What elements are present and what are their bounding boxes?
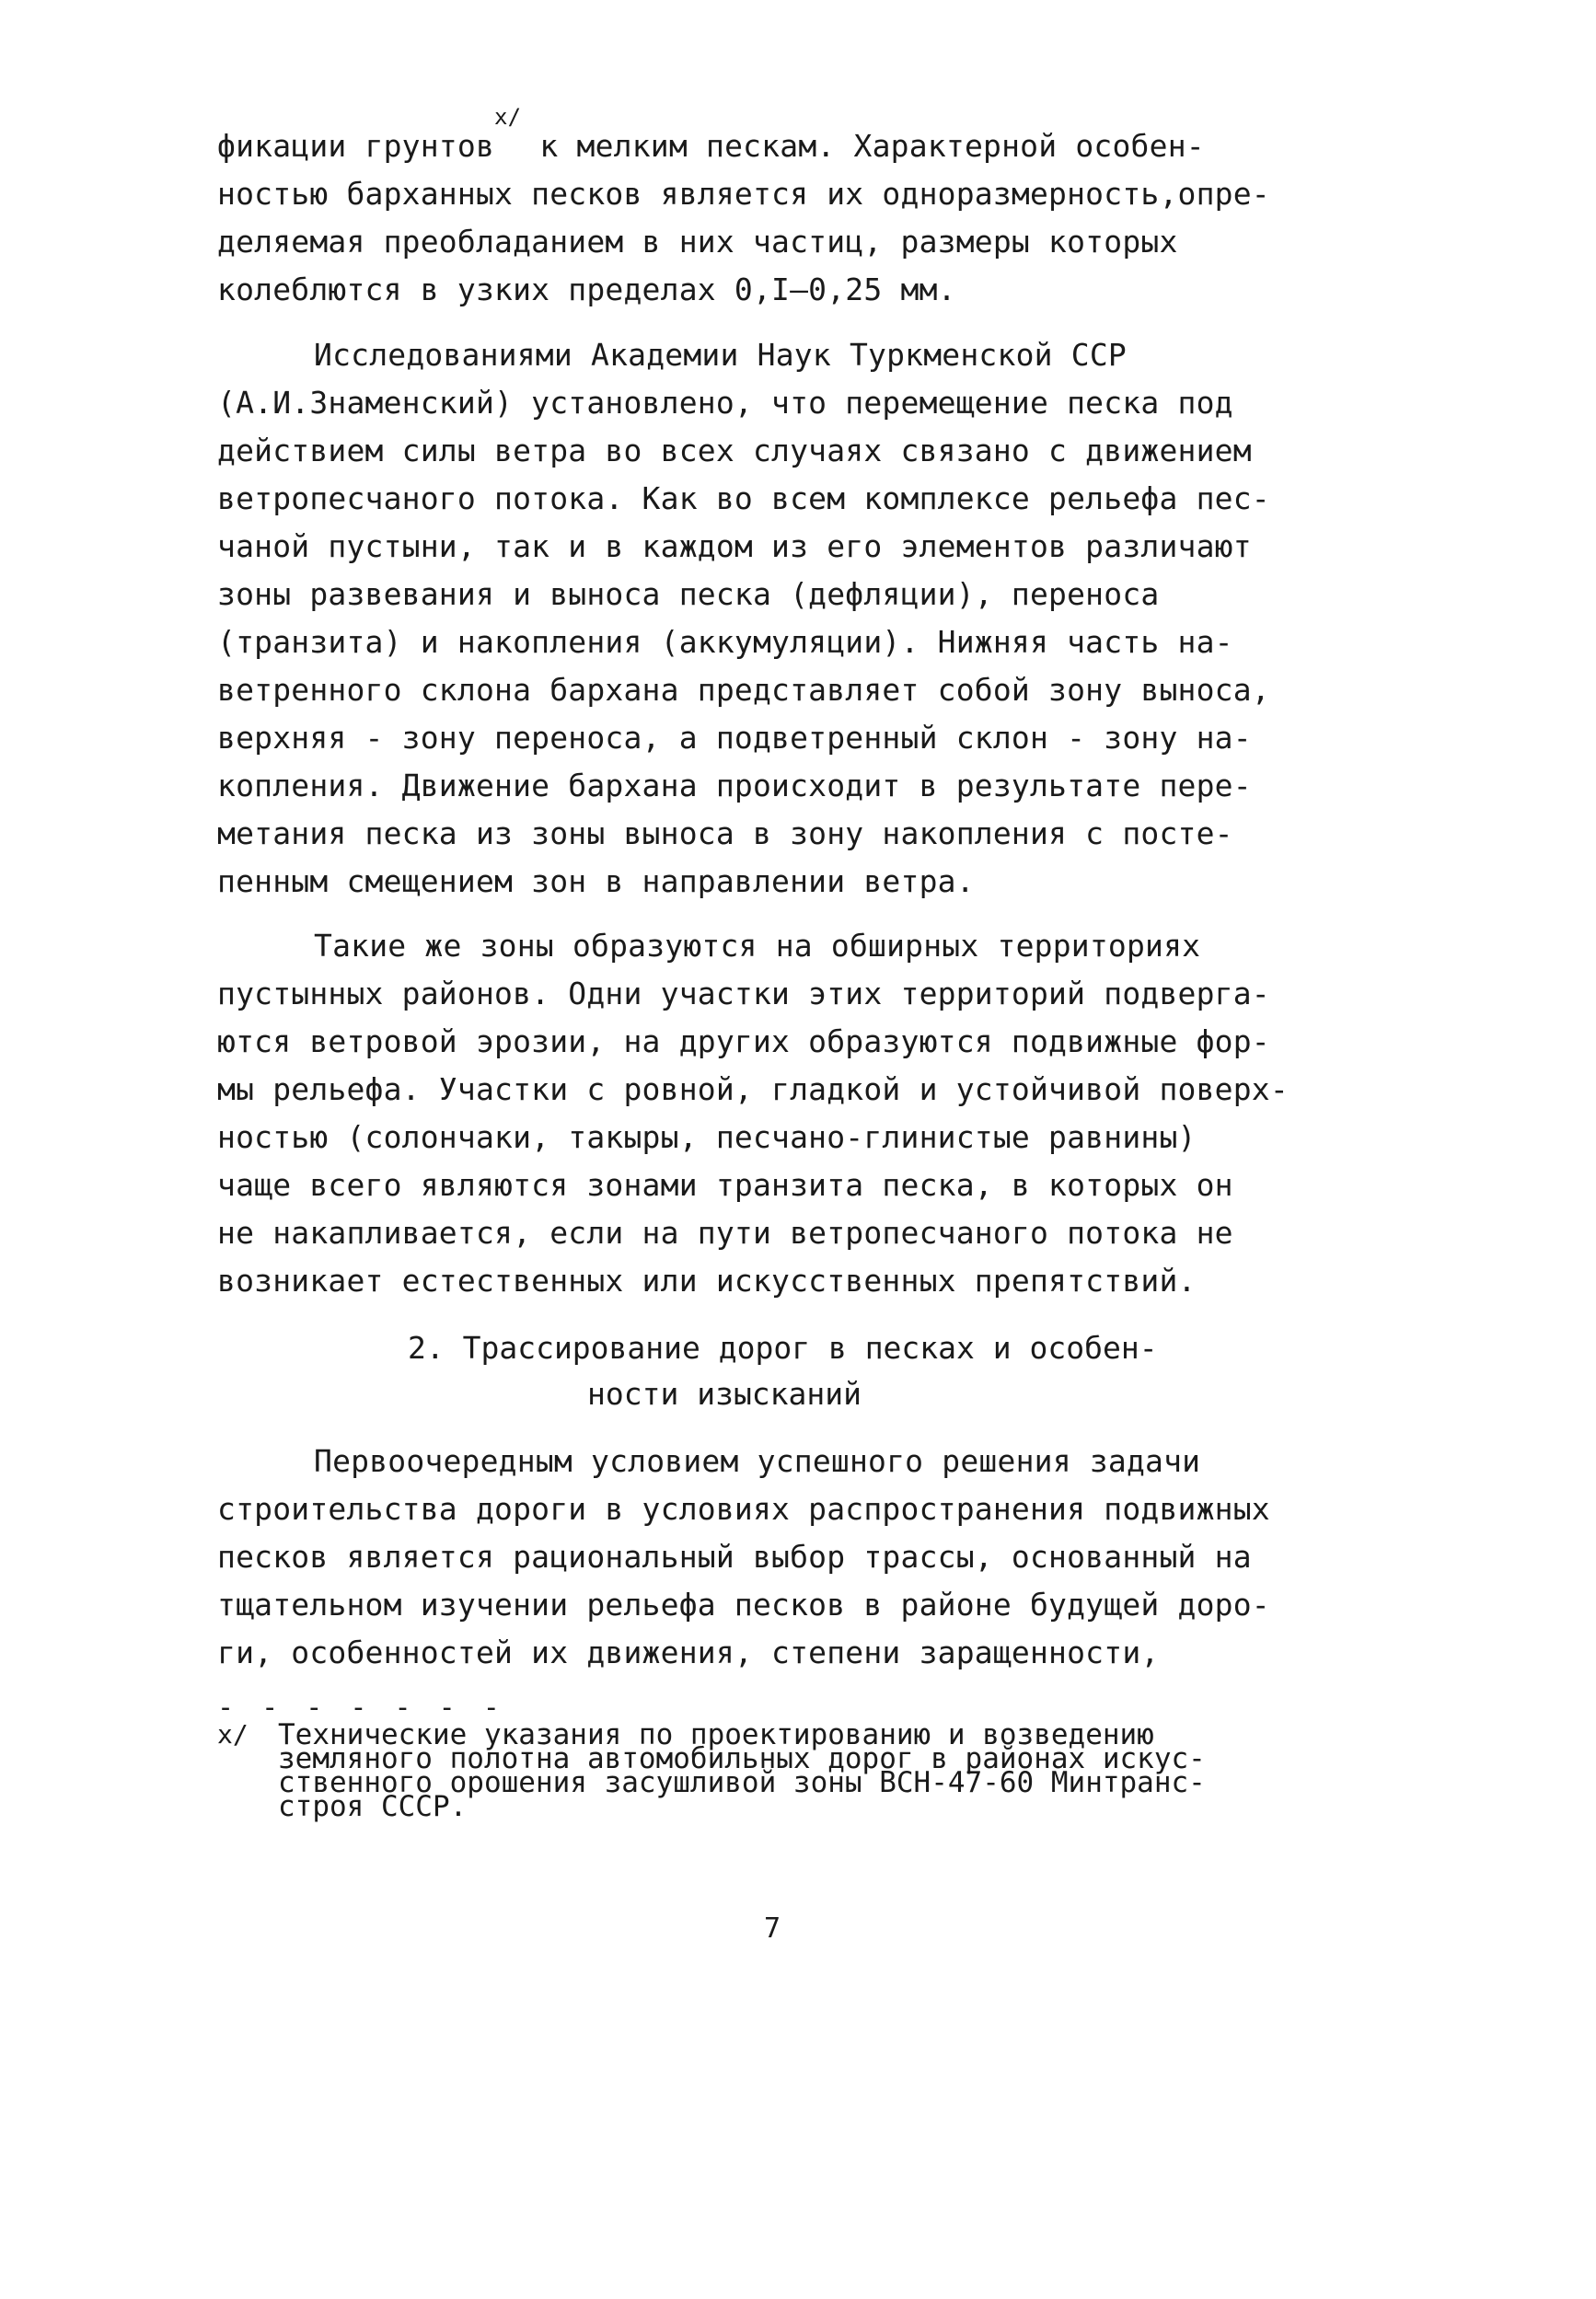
text-line: ги, особенностей их движения, степени заращенности,: [217, 1635, 1160, 1670]
page-number: 7: [764, 1912, 781, 1945]
paragraph-2: [217, 331, 1349, 906]
paragraph-1: [217, 104, 1349, 314]
text-line: тщательном изучении рельефа песков в районе будущей доро-: [217, 1587, 1270, 1623]
section-heading: [217, 1325, 1349, 1417]
footnote-line: земляного полотна автомобильных дорог в районах искус-: [278, 1742, 1206, 1775]
footnote-line: строя СССР.: [278, 1790, 468, 1823]
text-line: колеблются в узких пределах 0,I–0,25 мм.: [217, 271, 956, 307]
section-heading-line: 2. Трассирование дорог в песках и особен-: [408, 1330, 1158, 1366]
text-line: (А.И.Знаменский) установлено, что перемещение песка под: [217, 385, 1233, 421]
section-heading-line: ности изысканий: [587, 1376, 862, 1412]
text-line: деляемая преобладанием в них частиц, размеры которых: [217, 224, 1178, 260]
paragraph-3: [217, 922, 1349, 1305]
text-line: ветропесчаного потока. Как во всем комплексе рельефа пес-: [217, 480, 1270, 516]
text-line: Первоочередным условием успешного решения задачи: [314, 1443, 1201, 1479]
text-line: строительства дороги в условиях распространения подвижных: [217, 1491, 1270, 1527]
text-line: не накапливается, если на пути ветропесчаного потока не: [217, 1215, 1233, 1251]
text-line: метания песка из зоны выноса в зону накопления с посте-: [217, 815, 1233, 851]
footnote-line: ственного орошения засушливой зоны ВСН-47-60 Минтранс-: [278, 1766, 1206, 1799]
text-line: пустынных районов. Одни участки этих территорий подверга-: [217, 976, 1270, 1011]
text-line: ветренного склона бархана представляет собой зону выноса,: [217, 672, 1270, 708]
footnote: [217, 1718, 1368, 1823]
text-line: чаной пустыни, так и в каждом из его элементов различают: [217, 528, 1252, 564]
footnote-marker: x/: [217, 1719, 249, 1750]
text-fragment: фикации грунтов: [217, 128, 495, 164]
text-line: действием силы ветра во всех случаях связано с движением: [217, 433, 1252, 468]
text-line: мы рельефа. Участки с ровной, гладкой и устойчивой поверх-: [217, 1071, 1289, 1107]
paragraph-4: [217, 1438, 1349, 1677]
text-line: зоны развевания и выноса песка (дефляции), переноса: [217, 576, 1160, 612]
text-fragment: к мелким пескам. Характерной особен-: [521, 128, 1205, 164]
footnote-reference: x/: [494, 104, 522, 130]
text-line: ностью барханных песков является их одноразмерность,опре-: [217, 176, 1270, 212]
text-line: чаще всего являются зонами транзита песка, в которых он: [217, 1167, 1233, 1203]
text-line: верхняя - зону переноса, а подветренный склон - зону на-: [217, 720, 1252, 756]
text-line: копления. Движение бархана происходит в результате пере-: [217, 768, 1252, 803]
text-line: Такие же зоны образуются на обширных территориях: [314, 928, 1201, 964]
text-line: возникает естественных или искусственных препятствий.: [217, 1263, 1197, 1299]
text-line: [217, 104, 1349, 170]
footnote-line: Технические указания по проектированию и возведению: [278, 1718, 1154, 1751]
text-line: (транзита) и накопления (аккумуляции). Нижняя часть на-: [217, 624, 1233, 660]
text-line: пенным смещением зон в направлении ветра.: [217, 863, 975, 899]
text-line: ностью (солончаки, такыры, песчано-глинистые равнины): [217, 1119, 1197, 1155]
text-line: Исследованиями Академии Наук Туркменской ССР: [314, 337, 1127, 373]
text-line: песков является рациональный выбор трассы, основанный на: [217, 1539, 1252, 1575]
footnote-separator: - - - - - - -: [217, 1692, 505, 1724]
text-line: ются ветровой эрозии, на других образуются подвижные фор-: [217, 1023, 1270, 1059]
